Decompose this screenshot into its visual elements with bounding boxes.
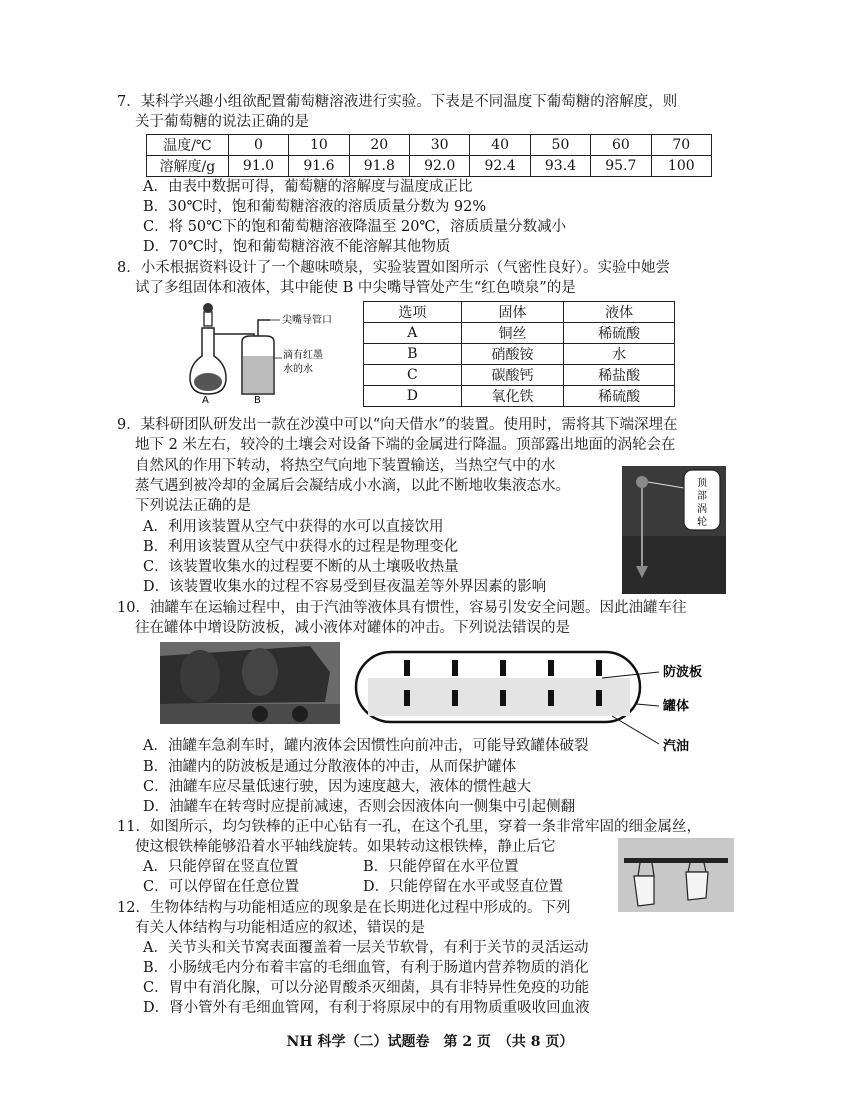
q9-option-b: B．利用该装置从空气中获得水的过程是物理变化 xyxy=(143,539,459,555)
q9-stem-line2: 地下 2 米左右，较冷的土壤会对设备下端的金属进行降温。顶部露出地面的涡轮会在 xyxy=(135,437,676,453)
table-cell: C xyxy=(364,365,462,386)
q10-option-b: B．油罐内的防波板是通过分散液体的冲击，从而保护罐体 xyxy=(143,759,517,775)
q9-stem-line4: 蒸气遇到被冷却的金属后会凝结成小水滴，以此不断地收集液态水。 xyxy=(135,478,570,494)
table-cell: B xyxy=(364,344,462,365)
fountain-options-table xyxy=(363,301,675,407)
table-row xyxy=(147,156,712,177)
q7-option-b: B．30℃时，饱和葡萄糖溶液的溶质质量分数为 92% xyxy=(143,199,487,215)
water-collector-photo xyxy=(622,466,726,594)
table-cell: 30 xyxy=(409,135,469,156)
q7-option-a: A．由表中数据可得，葡萄糖的溶解度与温度成正比 xyxy=(143,179,473,195)
table-header-cell: 固体 xyxy=(461,302,564,323)
table-cell: 0 xyxy=(228,135,288,156)
q11-stem-line2: 使这根铁棒能够沿着水平轴线旋转。如果转动这根铁棒，静止后它 xyxy=(135,839,556,855)
table-cell: 92.0 xyxy=(409,156,469,177)
q12-option-b: B．小肠绒毛内分布着丰富的毛细血管，有利于肠道内营养物质的消化 xyxy=(143,960,589,976)
table-cell: 稀盐酸 xyxy=(564,365,675,386)
q12-option-a: A．关节头和关节窝表面覆盖着一层关节软骨，有利于关节的灵活运动 xyxy=(143,940,589,956)
table-cell: 稀硫酸 xyxy=(564,386,675,407)
table-cell: 91.0 xyxy=(228,156,288,177)
q9-stem-line3: 自然风的作用下转动，将热空气向地下装置输送，当热空气中的水 xyxy=(135,458,556,474)
table-cell: 91.8 xyxy=(349,156,409,177)
baffle-label: 防波板 xyxy=(663,665,703,680)
q10-stem-line1: 10．油罐车在运输过程中，由于汽油等液体具有惯性，容易引发安全问题。因此油罐车往 xyxy=(117,600,687,616)
flask-a-label: A xyxy=(202,395,209,404)
table-row xyxy=(364,323,675,344)
table-cell: 91.6 xyxy=(289,156,349,177)
table-row xyxy=(364,365,675,386)
q7-stem-line2: 关于葡萄糖的说法正确的是 xyxy=(135,114,309,130)
table-cell: 50 xyxy=(530,135,590,156)
table-cell: 93.4 xyxy=(530,156,590,177)
table-row xyxy=(364,302,675,323)
table-header-cell: 液体 xyxy=(564,302,675,323)
table-cell: 碳酸钙 xyxy=(461,365,564,386)
q12-stem-line2: 有关人体结构与功能相适应的叙述，错误的是 xyxy=(135,920,425,936)
q8-stem-line1: 8．小禾根据资料设计了一个趣味喷泉，实验装置如图所示（气密性良好）。实验中她尝 xyxy=(117,260,670,276)
gasoline-label: 汽油 xyxy=(663,739,690,754)
table-cell: 100 xyxy=(651,156,711,177)
q8-stem-line2: 试了多组固体和液体，其中能使 B 中尖嘴导管处产生“红色喷泉”的是 xyxy=(135,280,576,296)
page-footer: NH 科学（二）试题卷 第 2 页 （共 8 页） xyxy=(286,1034,574,1050)
table-header-cell: 选项 xyxy=(364,302,462,323)
q10-option-c: C．油罐车应尽量低速行驶，因为速度越大，液体的惯性越大 xyxy=(143,779,532,795)
table-cell: D xyxy=(364,386,462,407)
table-cell: 95.7 xyxy=(591,156,651,177)
iron-rod-figure xyxy=(618,838,734,912)
q9-option-c: C．该装置收集水的过程要不断的从土壤吸收热量 xyxy=(143,559,459,575)
table-row xyxy=(147,135,712,156)
turbine-label-1: 顶 xyxy=(697,478,707,489)
table-cell: 92.4 xyxy=(470,156,530,177)
turbine-label-4: 轮 xyxy=(697,517,707,528)
bottle-b-label: B xyxy=(254,395,261,404)
turbine-label-2: 部 xyxy=(697,491,707,502)
q10-option-a: A．油罐车急刹车时，罐内液体会因惯性向前冲击，可能导致罐体破裂 xyxy=(143,738,589,754)
turbine-label-3: 涡 xyxy=(697,504,707,515)
nozzle-label: 尖嘴导管口 xyxy=(282,315,332,326)
q9-stem-line5: 下列说法正确的是 xyxy=(135,498,251,514)
q10-option-d: D．油罐车在转弯时应提前减速，否则会因液体向一侧集中引起侧翻 xyxy=(143,799,576,815)
table-cell: 氧化铁 xyxy=(461,386,564,407)
table-cell: 温度/℃ xyxy=(147,135,229,156)
q11-option-a: A．只能停留在竖直位置 xyxy=(143,859,299,875)
table-cell: 40 xyxy=(470,135,530,156)
q11-stem-line1: 11．如图所示，均匀铁棒的正中心钻有一孔，在这个孔里，穿着一条非常牢固的细金属丝， xyxy=(117,819,701,835)
tank-body-label: 罐体 xyxy=(663,699,690,714)
table-cell: 60 xyxy=(591,135,651,156)
q7-option-c: C．将 50℃下的饱和葡萄糖溶液降温至 20℃，溶质质量分数减小 xyxy=(143,219,567,235)
table-cell: 溶解度/g xyxy=(147,156,229,177)
table-cell: 10 xyxy=(289,135,349,156)
q10-stem-line2: 往在罐体中增设防波板，减小液体对罐体的冲击。下列说法错误的是 xyxy=(135,620,570,636)
tanker-truck-photo xyxy=(160,642,340,724)
q7-stem-line1: 7．某科学兴趣小组欲配置葡萄糖溶液进行实验。下表是不同温度下葡萄糖的溶解度，则 xyxy=(117,94,678,110)
q11-option-d: D．只能停留在水平或竖直位置 xyxy=(363,879,564,895)
q12-stem-line1: 12．生物体结构与功能相适应的现象是在长期进化过程中形成的。下列 xyxy=(117,900,571,916)
q11-option-c: C．可以停留在任意位置 xyxy=(143,879,300,895)
table-cell: 铜丝 xyxy=(461,323,564,344)
table-cell: 水 xyxy=(564,344,675,365)
q9-option-a: A．利用该装置从空气中获得的水可以直接饮用 xyxy=(143,519,444,535)
q12-option-c: C．胃中有消化腺，可以分泌胃酸杀灭细菌，具有非特异性免疫的功能 xyxy=(143,980,590,996)
table-cell: 20 xyxy=(349,135,409,156)
table-row xyxy=(364,344,675,365)
solubility-table xyxy=(146,134,712,177)
table-cell: A xyxy=(364,323,462,344)
table-row xyxy=(364,386,675,407)
water-label-2: 水的水 xyxy=(283,364,313,375)
q12-option-d: D．肾小管外有毛细血管网，有利于将原尿中的有用物质重吸收回血液 xyxy=(143,1000,590,1016)
q11-option-b: B．只能停留在水平位置 xyxy=(363,859,519,875)
fountain-apparatus-figure xyxy=(186,298,336,404)
water-label-1: 滴有红墨 xyxy=(283,350,323,361)
table-cell: 硝酸铵 xyxy=(461,344,564,365)
q9-stem-line1: 9．某科研团队研发出一款在沙漠中可以“向天借水”的装置。使用时，需将其下端深埋在 xyxy=(117,417,678,433)
table-cell: 70 xyxy=(651,135,711,156)
q9-option-d: D．该装置收集水的过程不容易受到昼夜温差等外界因素的影响 xyxy=(143,579,547,595)
q7-option-d: D．70℃时，饱和葡萄糖溶液不能溶解其他物质 xyxy=(143,239,451,255)
table-cell: 稀硫酸 xyxy=(564,323,675,344)
